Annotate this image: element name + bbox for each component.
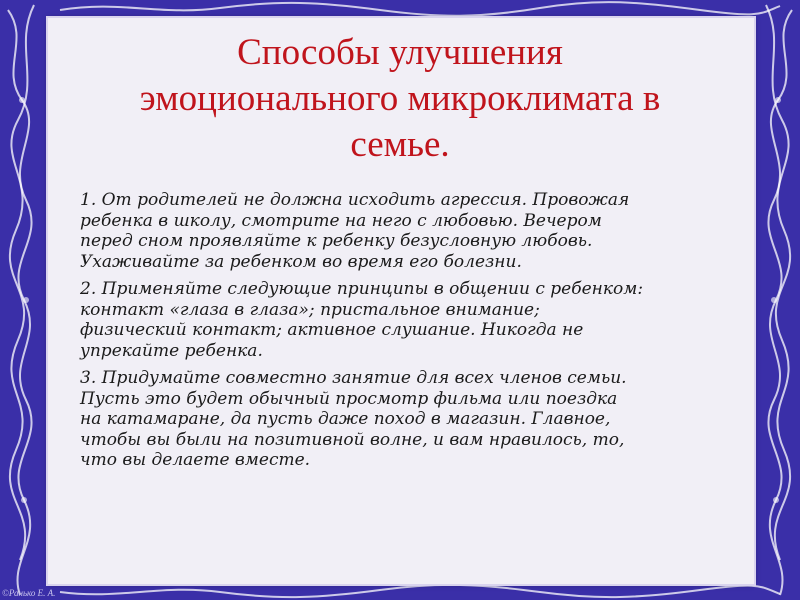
text-line: упрекайте ребенка.: [80, 340, 263, 361]
paragraph-1: [80, 190, 730, 272]
title-line: эмоционального микроклимата в: [139, 78, 661, 119]
text-line: перед сном проявляйте к ребенку безусловную любовь.: [80, 231, 593, 251]
text-line: физический контакт; активное слушание. Никогда не: [80, 320, 584, 340]
paragraph-3: [80, 368, 730, 471]
title-line: Способы улучшения: [237, 32, 563, 73]
title-line: семье.: [350, 124, 450, 165]
text-line: что вы делаете вместе.: [80, 450, 311, 470]
text-line: Ухаживайте за ребенком во время его болезни.: [80, 251, 522, 272]
text-line: чтобы вы были на позитивной волне, и вам нравилось, то,: [80, 429, 625, 450]
slide-body: [80, 190, 730, 478]
text-line: 2. Применяйте следующие принципы в общении с ребенком:: [80, 279, 644, 299]
text-line: контакт «глаза в глаза»; пристальное внимание;: [80, 299, 540, 320]
text-line: Пусть это будет обычный просмотр фильма или поездка: [80, 388, 618, 409]
author-credit: ©Ранько Е. А.: [2, 588, 56, 598]
slide-title: [60, 30, 740, 168]
text-line: 3. Придумайте совместно занятие для всех членов семьи.: [80, 368, 627, 388]
text-line: на катамаране, да пусть даже поход в магазин. Главное,: [80, 409, 611, 429]
text-line: ребенка в школу, смотрите на него с любовью. Вечером: [80, 210, 602, 231]
text-line: 1. От родителей не должна исходить агрессия. Провожая: [80, 190, 630, 210]
paragraph-2: [80, 279, 730, 361]
